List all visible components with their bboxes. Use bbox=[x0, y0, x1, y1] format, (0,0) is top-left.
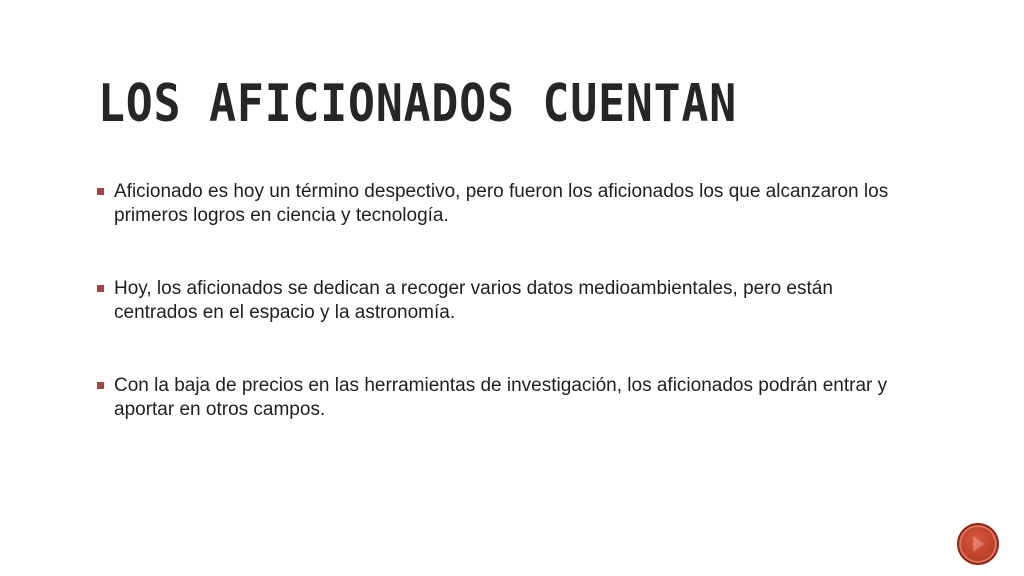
bullet-item bbox=[96, 180, 896, 228]
bullet-item bbox=[96, 277, 896, 325]
square-bullet-icon bbox=[97, 188, 104, 195]
bullet-text: Aficionado es hoy un término despectivo, pero fueron los aficionados los que alcanzaron los primeros logros en ciencia y tecnología. bbox=[114, 181, 889, 226]
slide-title: LOS AFICIONADOS CUENTAN bbox=[98, 74, 738, 134]
square-bullet-icon bbox=[97, 285, 104, 292]
bullet-text: Hoy, los aficionados se dedican a recoger varios datos medioambientales, pero están centrados en el espacio y la astronomía. bbox=[114, 278, 833, 323]
bullet-item bbox=[96, 374, 896, 422]
bullet-text: Con la baja de precios en las herramientas de investigación, los aficionados podrán entrar y aportar en otros campos. bbox=[114, 375, 888, 420]
square-bullet-icon bbox=[97, 382, 104, 389]
next-arrow-icon bbox=[973, 536, 984, 552]
bullet-list bbox=[96, 180, 896, 471]
slide-nav-button[interactable] bbox=[957, 523, 999, 565]
